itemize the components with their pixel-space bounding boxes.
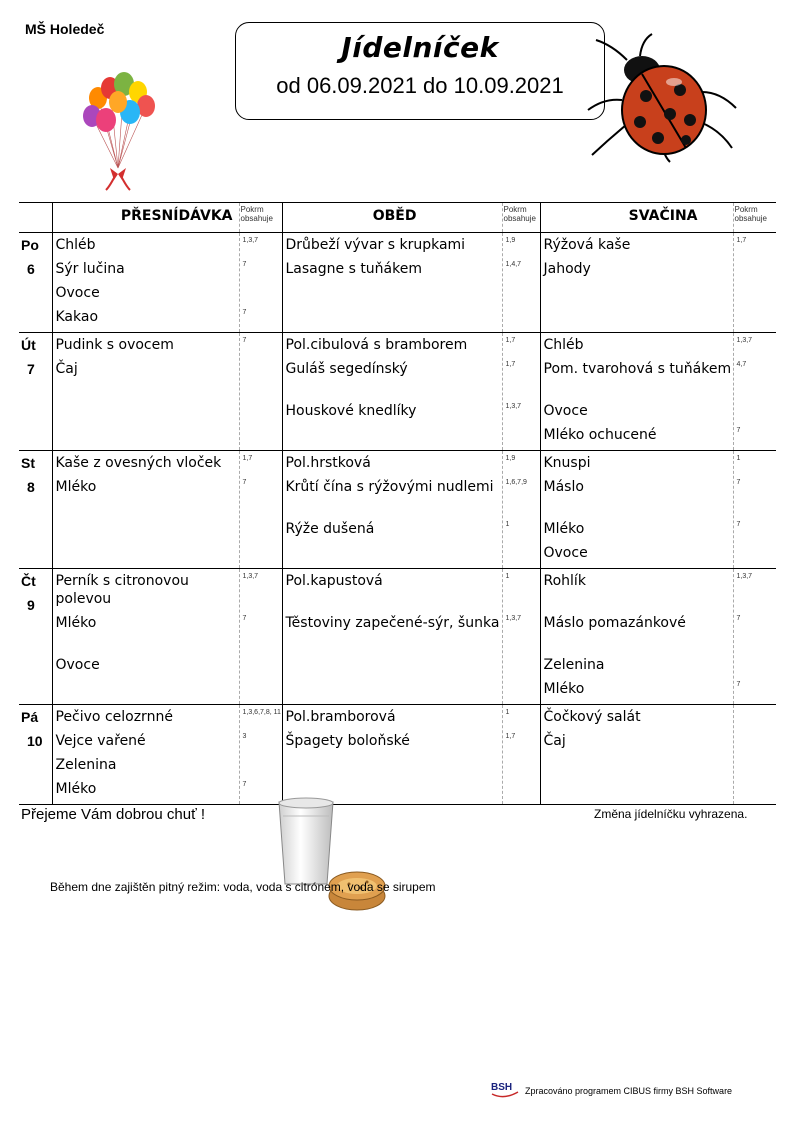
lunch-allergens-cell <box>502 451 540 569</box>
breakfast-allergens-cell <box>239 333 282 451</box>
allergen-code: 7 <box>736 479 741 486</box>
day-row <box>19 705 776 805</box>
day-label <box>19 451 52 569</box>
allergen-code <box>737 544 777 568</box>
ladybug-icon <box>582 30 742 165</box>
allergen-code: 1,3,7 <box>505 403 522 410</box>
meal-item: Máslo pomazánkové <box>543 615 686 631</box>
allergen-code: 3 <box>242 733 247 740</box>
snack-allergens-cell <box>733 333 776 451</box>
breakfast-cell <box>52 451 239 569</box>
allergen-code: 1,7 <box>505 733 516 740</box>
breakfast-cell <box>52 233 239 333</box>
meal-item: Špagety boloňské <box>285 733 410 749</box>
meal-item: Vejce vařené <box>55 733 146 749</box>
balloons-icon <box>80 68 160 193</box>
allergen-code: 7 <box>242 261 247 268</box>
allergen-code: 1,4,7 <box>505 261 522 268</box>
change-note: Změna jídelníčku vyhrazena. <box>594 807 748 821</box>
school-name: MŠ Holedeč <box>25 21 105 37</box>
day-name: St <box>21 455 35 471</box>
allergen-code <box>737 260 777 284</box>
meal-item: Ovoce <box>55 657 100 673</box>
allergen-code: 1 <box>505 521 510 528</box>
allergen-code: 1,7 <box>505 337 516 344</box>
meal-item: Chléb <box>55 237 96 253</box>
allergen-code <box>243 656 282 680</box>
meal-item: Krůtí čína s rýžovými nudlemi <box>285 479 494 495</box>
lunch-cell <box>282 233 502 333</box>
drink-regime-text: Během dne zajištěn pitný režim: voda, voda s citrónem, voda se sirupem <box>50 880 436 894</box>
meal-item: Mléko <box>543 521 585 537</box>
day-row <box>19 233 776 333</box>
meal-item: Houskové knedlíky <box>285 403 417 419</box>
lunch-cell <box>282 569 502 705</box>
allergen-code: 1 <box>505 709 510 716</box>
meal-item: Pečivo celozrnné <box>55 709 173 725</box>
day-label <box>19 233 52 333</box>
snack-allergens-cell <box>733 705 776 805</box>
meal-item: Chléb <box>543 337 584 353</box>
meal-item: Kaše z ovesných vloček <box>55 455 222 471</box>
meal-item: Pol.hrstková <box>285 455 371 471</box>
allergen-code: 7 <box>242 479 247 486</box>
meal-item: Perník s citronovou polevou <box>55 573 189 607</box>
allergen-code: 1 <box>736 455 741 462</box>
allergen-code: 7 <box>242 337 247 344</box>
allergen-code: 7 <box>736 615 741 622</box>
breakfast-allergens-cell <box>239 451 282 569</box>
snack-cell <box>540 569 733 705</box>
meal-item: Čočkový salát <box>543 709 641 725</box>
breakfast-cell <box>52 705 239 805</box>
meal-item: Rohlík <box>543 573 586 589</box>
allergen-code: 7 <box>736 521 741 528</box>
day-label <box>19 705 52 805</box>
header-breakfast: PŘESNÍDÁVKA <box>52 203 239 233</box>
meal-item: Guláš segedínský <box>285 361 408 377</box>
meal-item: Sýr lučina <box>55 261 125 277</box>
meal-item: Těstoviny zapečené-sýr, šunka <box>285 615 500 631</box>
page-title: Jídelníček <box>341 31 499 64</box>
meal-item: Zelenina <box>543 657 605 673</box>
breakfast-cell <box>52 569 239 705</box>
menu-header <box>19 203 776 233</box>
meal-item: Knuspi <box>543 455 591 471</box>
meal-item: Ovoce <box>543 545 588 561</box>
allergen-code: 1,7 <box>505 361 516 368</box>
allergen-code: 1,3,7 <box>505 615 522 622</box>
allergen-code <box>737 732 777 756</box>
meal-item: Mléko <box>55 615 97 631</box>
allergen-code: 1,7 <box>242 455 253 462</box>
meal-item: Mléko <box>55 781 97 797</box>
meal-item: Pol.bramborová <box>285 709 396 725</box>
day-label <box>19 333 52 451</box>
lunch-cell <box>282 705 502 805</box>
bon-appetit-text: Přejeme Vám dobrou chuť ! <box>21 806 206 823</box>
snack-allergens-cell <box>733 451 776 569</box>
footer-text: Zpracováno programem CIBUS firmy BSH Software <box>525 1086 733 1096</box>
meal-item: Ovoce <box>55 285 100 301</box>
meal-item: Čaj <box>543 733 566 749</box>
header-allergens: Pokrm obsahuje <box>239 203 282 233</box>
day-name: Pá <box>21 709 39 725</box>
day-name: Po <box>21 237 39 253</box>
snack-cell <box>540 233 733 333</box>
title-box <box>235 22 605 120</box>
snack-cell <box>540 451 733 569</box>
header-allergens: Pokrm obsahuje <box>733 203 776 233</box>
allergen-code: 1,9 <box>505 237 516 244</box>
allergen-code: 7 <box>242 615 247 622</box>
meal-item: Mléko <box>55 479 97 495</box>
header-snack: SVAČINA <box>540 203 733 233</box>
breakfast-allergens-cell <box>239 569 282 705</box>
day-number: 9 <box>27 597 35 613</box>
meal-item: Jahody <box>543 261 591 277</box>
day-number: 10 <box>27 733 43 749</box>
allergen-code: 1 <box>505 573 510 580</box>
meal-item: Zelenina <box>55 757 117 773</box>
allergen-code: 7 <box>736 427 741 434</box>
lunch-allergens-cell <box>502 333 540 451</box>
meal-item: Pol.cibulová s bramborem <box>285 337 468 353</box>
meal-item: Rýže dušená <box>285 521 375 537</box>
allergen-code: 1,3,7 <box>736 573 753 580</box>
allergen-code: 1,3,7 <box>736 337 753 344</box>
breakfast-allergens-cell <box>239 233 282 333</box>
allergen-code: 7 <box>736 681 741 688</box>
day-number: 6 <box>27 261 35 277</box>
allergen-code: 7 <box>242 309 247 316</box>
meal-item: Ovoce <box>543 403 588 419</box>
lunch-allergens-cell <box>502 233 540 333</box>
allergen-code <box>243 284 282 308</box>
allergen-code <box>737 708 777 732</box>
snack-allergens-cell <box>733 569 776 705</box>
meal-item: Pol.kapustová <box>285 573 383 589</box>
meal-item: Lasagne s tuňákem <box>285 261 422 277</box>
breakfast-cell <box>52 333 239 451</box>
lunch-allergens-cell <box>502 705 540 805</box>
allergen-code <box>737 656 777 680</box>
meal-item: Pudink s ovocem <box>55 337 174 353</box>
lunch-allergens-cell <box>502 569 540 705</box>
allergen-code <box>243 756 282 780</box>
day-label <box>19 569 52 705</box>
allergen-code: 1,3,6,7,8, 11 <box>242 709 281 716</box>
allergen-code: 1,3,7 <box>242 237 259 244</box>
header-allergens: Pokrm obsahuje <box>502 203 540 233</box>
day-row <box>19 569 776 705</box>
day-row <box>19 333 776 451</box>
menu-table <box>19 202 776 805</box>
allergen-code <box>737 402 777 426</box>
bsh-logo-icon <box>490 1080 520 1100</box>
allergen-code: 1,3,7 <box>242 573 259 580</box>
day-row <box>19 451 776 569</box>
allergen-code: 1,9 <box>505 455 516 462</box>
meal-item: Máslo <box>543 479 584 495</box>
snack-allergens-cell <box>733 233 776 333</box>
meal-item: Mléko <box>543 681 585 697</box>
menu-period: od 06.09.2021 do 10.09.2021 <box>276 73 564 98</box>
snack-cell <box>540 705 733 805</box>
allergen-code <box>243 360 282 384</box>
meal-item: Kakao <box>55 309 99 325</box>
day-number: 7 <box>27 361 35 377</box>
allergen-code: 1,6,7,9 <box>505 479 527 486</box>
snack-cell <box>540 333 733 451</box>
allergen-code: 4,7 <box>736 361 747 368</box>
day-number: 8 <box>27 479 35 495</box>
day-name: Út <box>21 337 36 353</box>
day-name: Čt <box>21 573 36 589</box>
meal-item: Čaj <box>55 361 78 377</box>
header-lunch: OBĚD <box>282 203 502 233</box>
allergen-code: 7 <box>242 781 247 788</box>
meal-item: Rýžová kaše <box>543 237 631 253</box>
meal-item: Mléko ochucené <box>543 427 657 443</box>
svg-text:BSH: BSH <box>491 1082 513 1093</box>
lunch-cell <box>282 451 502 569</box>
meal-item: Pom. tvarohová s tuňákem <box>543 361 732 377</box>
lunch-cell <box>282 333 502 451</box>
meal-item: Drůbeží vývar s krupkami <box>285 237 466 253</box>
allergen-code: 1,7 <box>736 237 747 244</box>
breakfast-allergens-cell <box>239 705 282 805</box>
